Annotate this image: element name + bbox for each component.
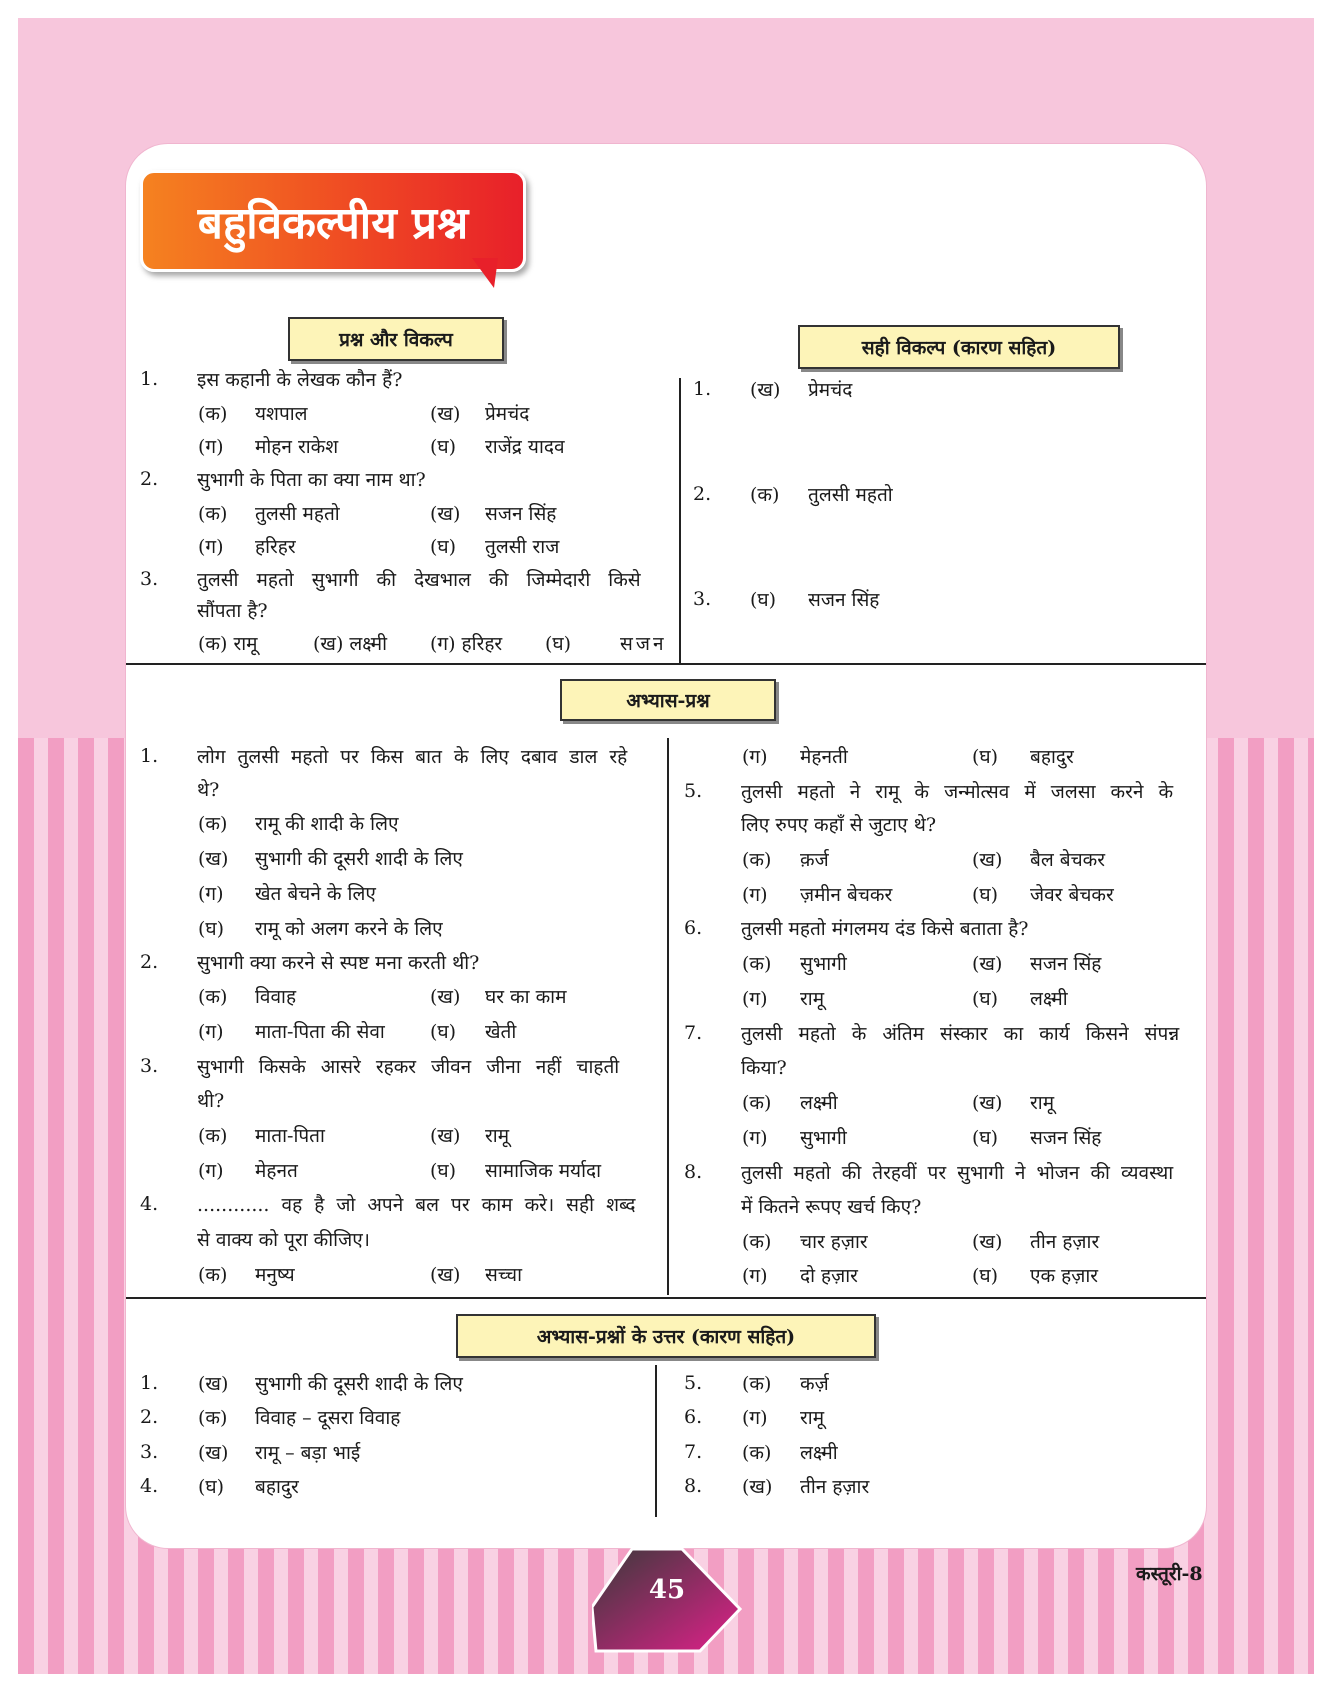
q-number: 5. xyxy=(684,780,703,802)
option-marker: (ग) xyxy=(198,536,224,558)
questions-options-label: प्रश्न और विकल्प xyxy=(288,317,504,361)
banner-tail xyxy=(472,258,498,288)
option-marker: (घ) xyxy=(972,1265,999,1287)
practice-answers-label: अभ्यास-प्रश्नों के उत्तर (कारण सहित) xyxy=(456,1314,876,1358)
answer-marker: (घ) xyxy=(198,1476,225,1498)
option-marker: (क) xyxy=(742,953,772,975)
question-text-cont: थी? xyxy=(197,1090,225,1112)
answer-marker: (क) xyxy=(742,1442,772,1464)
option-marker: (घ) xyxy=(430,436,457,458)
option-inline: (क) रामू xyxy=(198,633,258,655)
practice-questions-label: अभ्यास-प्रश्न xyxy=(560,679,776,721)
option-text: तुलसी महतो xyxy=(255,503,340,525)
q-number: 4. xyxy=(140,1193,159,1215)
question-text-cont: किया? xyxy=(741,1057,787,1079)
option-text: राजेंद्र यादव xyxy=(485,436,565,458)
answer-text: तीन हज़ार xyxy=(800,1476,870,1498)
option-text: दो हज़ार xyxy=(800,1265,858,1287)
option-marker: (ग) xyxy=(198,1021,224,1043)
answer-number: 2. xyxy=(140,1406,159,1428)
q-number: 3. xyxy=(140,1055,159,1077)
option-marker: (ग) xyxy=(742,1127,768,1149)
q-number: 6. xyxy=(684,917,703,939)
option-marker: (घ) xyxy=(972,1127,999,1149)
question-text-cont: सौंपता है? xyxy=(197,600,268,622)
answer-marker: (क) xyxy=(198,1407,228,1429)
option-marker: (ख) xyxy=(198,848,229,870)
option-marker: (ख) xyxy=(430,1264,461,1286)
option-text: घर का काम xyxy=(485,986,567,1008)
option-text: मेहनती xyxy=(800,746,848,768)
option-marker: (ख) xyxy=(430,403,461,425)
option-marker: (ख) xyxy=(430,1125,461,1147)
answer-text: विवाह – दूसरा विवाह xyxy=(255,1407,401,1429)
option-marker: (ग) xyxy=(742,988,768,1010)
question-text: तुलसी महतो के अंतिम संस्कार का कार्य किसने संपन्न xyxy=(741,1023,1180,1045)
answer-number: 1. xyxy=(693,378,712,400)
answer-number: 8. xyxy=(684,1475,703,1497)
banner-title: बहुविकल्पीय प्रश्न xyxy=(140,170,526,272)
q-number: 2. xyxy=(140,951,159,973)
option-text: जेवर बेचकर xyxy=(1030,884,1114,906)
question-text-cont: में कितने रूपए खर्च किए? xyxy=(741,1196,922,1218)
option-text: यशपाल xyxy=(255,403,308,425)
option-text: खेती xyxy=(485,1021,517,1043)
section-divider xyxy=(126,1297,1206,1299)
book-name: कस्तूरी-8 xyxy=(1136,1563,1203,1585)
option-text: रामू को अलग करने के लिए xyxy=(255,918,443,940)
option-marker: (ख) xyxy=(972,953,1003,975)
question-text: तुलसी महतो ने रामू के जन्मोत्सव में जलसा करने के xyxy=(741,781,1174,803)
option-text: खेत बेचने के लिए xyxy=(255,883,376,905)
answer-number: 5. xyxy=(684,1372,703,1394)
answer-text: कर्ज़ xyxy=(800,1373,829,1395)
option-marker: (ग) xyxy=(742,1265,768,1287)
answer-text: तुलसी महतो xyxy=(808,484,893,506)
option-marker: (ग) xyxy=(198,883,224,905)
option-text: सुभागी xyxy=(800,1127,847,1149)
option-inline: (ख) लक्ष्मी xyxy=(313,633,388,655)
option-text: सजन सिंह xyxy=(485,503,557,525)
option-text: सजन सिंह xyxy=(1030,1127,1102,1149)
option-marker: (क) xyxy=(198,503,228,525)
answer-text: सुभागी की दूसरी शादी के लिए xyxy=(255,1373,463,1395)
option-marker: (ग) xyxy=(198,1160,224,1182)
column-divider xyxy=(667,738,669,1295)
option-inline: (घ) xyxy=(545,633,572,655)
option-text: मेहनत xyxy=(255,1160,298,1182)
answer-number: 7. xyxy=(684,1441,703,1463)
option-marker: (घ) xyxy=(430,536,457,558)
option-text: बैल बेचकर xyxy=(1030,849,1106,871)
option-marker: (क) xyxy=(198,986,228,1008)
option-marker: (ख) xyxy=(430,503,461,525)
option-marker: (क) xyxy=(742,1092,772,1114)
page-number-badge xyxy=(592,1547,742,1657)
question-text: सुभागी क्या करने से स्पष्ट मना करती थी? xyxy=(197,952,480,974)
question-text-cont: थे? xyxy=(197,779,220,801)
option-marker: (क) xyxy=(742,849,772,871)
answer-number: 1. xyxy=(140,1372,159,1394)
option-text: मनुष्य xyxy=(255,1264,295,1286)
option-text: सामाजिक मर्यादा xyxy=(485,1160,602,1182)
option-marker: (ग) xyxy=(742,746,768,768)
answer-marker: (ख) xyxy=(198,1442,229,1464)
q-number: 3. xyxy=(140,568,159,590)
q-number: 7. xyxy=(684,1022,703,1044)
answer-marker: (क) xyxy=(742,1373,772,1395)
option-text: सच्चा xyxy=(485,1264,522,1286)
option-inline: (ग) हरिहर xyxy=(430,633,503,655)
question-text: लोग तुलसी महतो पर किस बात के लिए दबाव डाल रहे xyxy=(197,746,628,768)
option-text: चार हज़ार xyxy=(800,1231,868,1253)
answer-marker: (ग) xyxy=(742,1407,768,1429)
option-text: क़र्ज xyxy=(800,849,829,871)
answer-marker: (ख) xyxy=(742,1476,773,1498)
option-marker: (क) xyxy=(742,1231,772,1253)
option-marker: (ख) xyxy=(972,1092,1003,1114)
q-number: 1. xyxy=(140,745,159,767)
question-text: तुलसी महतो की तेरहवीं पर सुभागी ने भोजन की व्यवस्था xyxy=(741,1162,1174,1184)
option-text: तुलसी राज xyxy=(485,536,560,558)
answer-number: 3. xyxy=(693,588,712,610)
option-text: मोहन राकेश xyxy=(255,436,339,458)
option-text: रामू xyxy=(485,1125,510,1147)
option-text: सजन सिंह xyxy=(1030,953,1102,975)
option-text: लक्ष्मी xyxy=(1030,988,1068,1010)
option-text: प्रेमचंद xyxy=(485,403,530,425)
option-text: बहादुर xyxy=(1030,746,1074,768)
option-marker: (घ) xyxy=(972,746,999,768)
option-marker: (घ) xyxy=(972,988,999,1010)
section-divider xyxy=(126,663,1206,665)
option-marker: (ग) xyxy=(198,436,224,458)
option-text: रामू xyxy=(1030,1092,1055,1114)
option-text: रामू की शादी के लिए xyxy=(255,813,399,835)
question-text-cont: लिए रुपए कहाँ से जुटाए थे? xyxy=(741,814,937,836)
answer-text: प्रेमचंद xyxy=(808,379,853,401)
option-text: रामू xyxy=(800,988,825,1010)
answer-marker: (घ) xyxy=(750,589,777,611)
option-inline: सजन xyxy=(620,633,667,655)
option-marker: (क) xyxy=(198,813,228,835)
option-marker: (ख) xyxy=(972,849,1003,871)
q-number: 2. xyxy=(140,468,159,490)
option-text: लक्ष्मी xyxy=(800,1092,838,1114)
option-marker: (ख) xyxy=(972,1231,1003,1253)
answer-text: रामू – बड़ा भाई xyxy=(255,1442,361,1464)
option-text: तीन हज़ार xyxy=(1030,1231,1100,1253)
answer-number: 2. xyxy=(693,483,712,505)
answer-marker: (ख) xyxy=(198,1373,229,1395)
option-marker: (घ) xyxy=(430,1160,457,1182)
option-text: हरिहर xyxy=(255,536,296,558)
question-text: इस कहानी के लेखक कौन हैं? xyxy=(197,369,403,391)
answer-text: सजन सिंह xyxy=(808,589,880,611)
correct-option-label: सही विकल्प (कारण सहित) xyxy=(798,325,1120,369)
column-divider xyxy=(679,378,681,663)
option-marker: (क) xyxy=(198,1125,228,1147)
option-text: सुभागी की दूसरी शादी के लिए xyxy=(255,848,463,870)
option-marker: (क) xyxy=(198,1264,228,1286)
option-text: एक हज़ार xyxy=(1030,1265,1099,1287)
option-marker: (ख) xyxy=(430,986,461,1008)
q-number: 1. xyxy=(140,368,159,390)
answer-text: रामू xyxy=(800,1407,825,1429)
option-text: ज़मीन बेचकर xyxy=(800,884,893,906)
option-marker: (ग) xyxy=(742,884,768,906)
q-number: 8. xyxy=(684,1161,703,1183)
question-text: तुलसी महतो मंगलमय दंड किसे बताता है? xyxy=(741,918,1029,940)
question-text: तुलसी महतो सुभागी की देखभाल की जिम्मेदारी किसे xyxy=(197,569,641,591)
option-marker: (घ) xyxy=(430,1021,457,1043)
option-text: माता-पिता xyxy=(255,1125,325,1147)
option-marker: (घ) xyxy=(972,884,999,906)
answer-text: बहादुर xyxy=(255,1476,299,1498)
question-text: सुभागी के पिता का क्या नाम था? xyxy=(197,469,426,491)
question-text-cont: से वाक्य को पूरा कीजिए। xyxy=(197,1229,370,1251)
option-text: सुभागी xyxy=(800,953,847,975)
option-marker: (क) xyxy=(198,403,228,425)
answer-text: लक्ष्मी xyxy=(800,1442,838,1464)
page-number: 45 xyxy=(648,1575,686,1605)
answer-number: 6. xyxy=(684,1406,703,1428)
option-text: विवाह xyxy=(255,986,297,1008)
option-marker: (घ) xyxy=(198,918,225,940)
option-text: माता-पिता की सेवा xyxy=(255,1021,385,1043)
question-text: ............ वह है जो अपने बल पर काम करे। सही शब्द xyxy=(197,1194,636,1216)
answer-marker: (ख) xyxy=(750,379,781,401)
column-divider xyxy=(655,1365,657,1517)
question-text: सुभागी किसके आसरे रहकर जीवन जीना नहीं चाहती xyxy=(197,1056,620,1078)
answer-number: 4. xyxy=(140,1475,159,1497)
answer-marker: (क) xyxy=(750,484,780,506)
answer-number: 3. xyxy=(140,1441,159,1463)
